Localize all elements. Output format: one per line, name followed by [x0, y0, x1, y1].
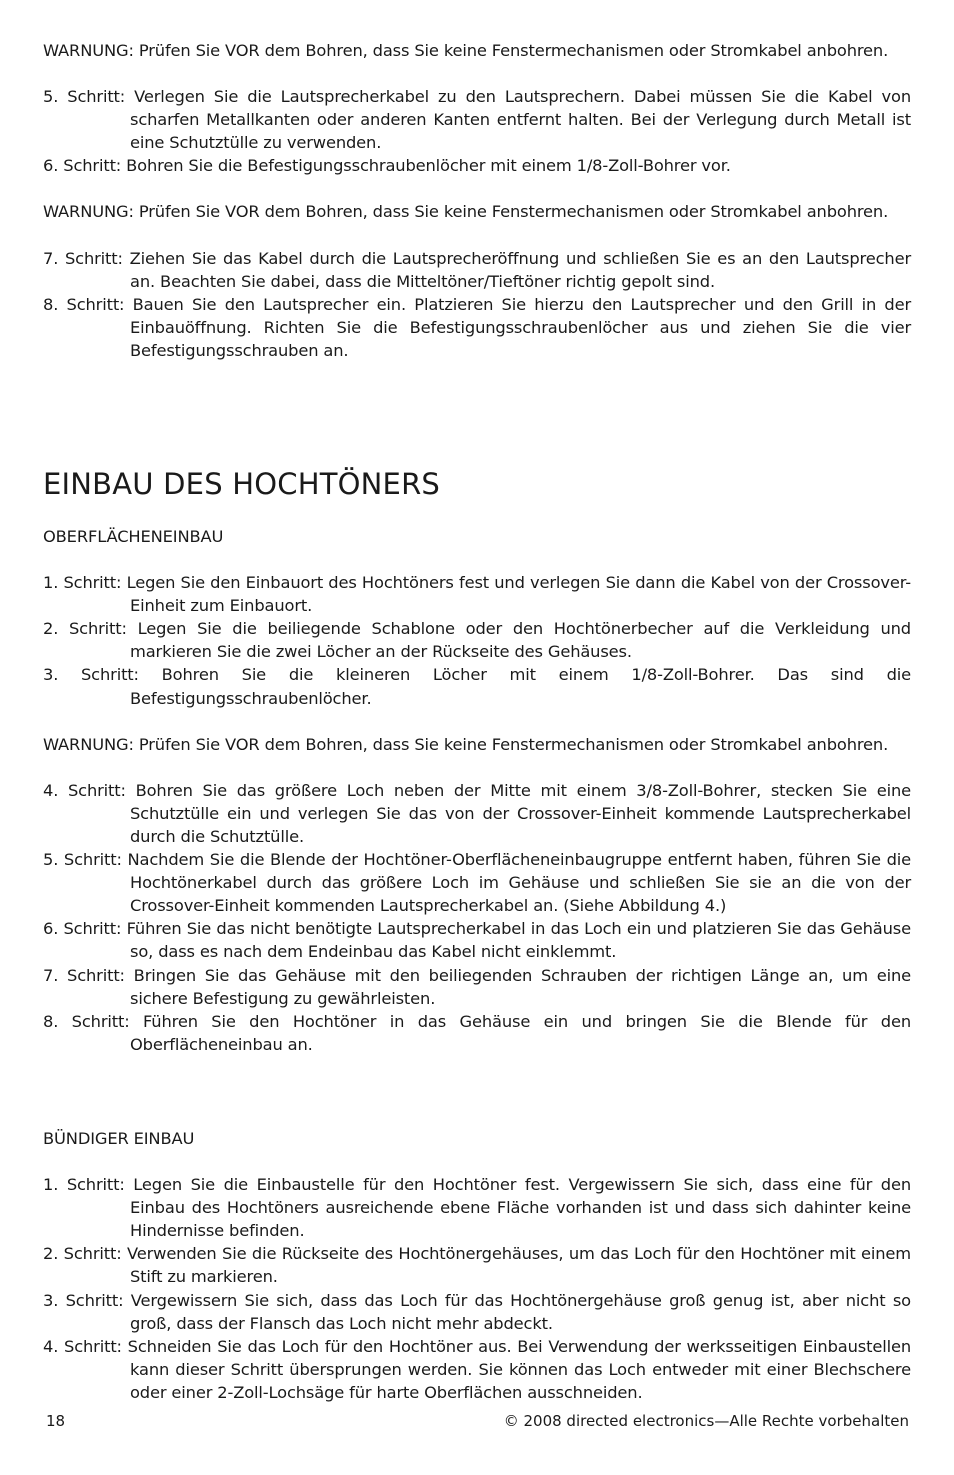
step-6: 6. Schritt: Bohren Sie die Befestigungsschraubenlöcher mit einem 1/8-Zoll-Bohrer vor.	[43, 156, 731, 176]
surface-step-5: 5. Schritt: Nachdem Sie die Blende der Hochtöner-Oberflächeneinbaugruppe entfernt haben, führen Sie die Hochtönerkabel durch das größere Loch im Gehäuse und schließen Sie sie an die von der Crossover-Einheit kommenden Lautsprecherkabel an. (Siehe Abbildung 4.)	[43, 850, 911, 916]
flush-step-4: 4. Schritt: Schneiden Sie das Loch für den Hochtöner aus. Bei Verwendung der werksseitigen Einbaustellen kann dieser Schritt übersprungen werden. Sie können das Loch entweder mit einer Blechschere oder einer 2-Zoll-Lochsäge für harte Oberflächen ausschneiden.	[43, 1336, 911, 1402]
warning-text: WARNUNG: Prüfen Sie VOR dem Bohren, dass Sie keine Fenstermechanismen oder Stromkabel anbohren.	[43, 734, 889, 754]
warning-text: WARNUNG: Prüfen Sie VOR dem Bohren, dass Sie keine Fenstermechanismen oder Stromkabel anbohren.	[43, 202, 889, 222]
surface-step-1: 1. Schritt: Legen Sie den Einbauort des Hochtöners fest und verlegen Sie dann die Kabel von der Crossover-Einheit zum Einbauort.	[43, 573, 911, 616]
surface-step-7: 7. Schritt: Bringen Sie das Gehäuse mit den beiliegenden Schrauben der richtigen Länge an, um eine sichere Befestigung zu gewährleisten.	[43, 965, 911, 1008]
surface-step-2: 2. Schritt: Legen Sie die beiliegende Schablone oder den Hochtönerbecher auf die Verkleidung und markieren Sie die zwei Löcher an der Rückseite des Gehäuses.	[43, 619, 911, 662]
surface-step-3: 3. Schritt: Bohren Sie die kleineren Löcher mit einem 1/8-Zoll-Bohrer. Das sind die Befestigungsschraubenlöcher.	[43, 665, 911, 708]
flush-step-2: 2. Schritt: Verwenden Sie die Rückseite des Hochtönergehäuses, um das Loch für den Hochtöner mit einem Stift zu markieren.	[43, 1244, 911, 1287]
page-top-block	[43, 39, 911, 362]
surface-step-6: 6. Schritt: Führen Sie das nicht benötigte Lautsprecherkabel in das Loch ein und platzieren Sie das Gehäuse so, dass es nach dem Endeinbau das Kabel nicht einklemmt.	[43, 919, 911, 962]
surface-mount-section	[43, 525, 911, 1056]
step-7: 7. Schritt: Ziehen Sie das Kabel durch die Lautsprecheröffnung und schließen Sie es an den Lautsprecher an. Beachten Sie dabei, dass die Mitteltöner/Tieftöner richtig gepolt sind.	[43, 248, 911, 291]
subsection-heading: BÜNDIGER EINBAU	[43, 1129, 195, 1148]
copyright-notice: © 2008 directed electronics—Alle Rechte vorbehalten	[503, 1412, 909, 1430]
surface-step-4: 4. Schritt: Bohren Sie das größere Loch neben der Mitte mit einem 3/8-Zoll-Bohrer, stecken Sie eine Schutztülle ein und verlegen Sie das von der Crossover-Einheit kommende Lautsprecherkabel durch die Schutztülle.	[43, 780, 911, 846]
page-number: 18	[46, 1412, 66, 1430]
step-8: 8. Schritt: Bauen Sie den Lautsprecher ein. Platzieren Sie hierzu den Lautsprecher und den Grill in der Einbauöffnung. Richten Sie die Befestigungsschraubenlöcher aus und ziehen Sie die vier Befestigungsschrauben an.	[43, 294, 911, 360]
surface-step-8: 8. Schritt: Führen Sie den Hochtöner in das Gehäuse ein und bringen Sie die Blende für den Oberflächeneinbau an.	[43, 1011, 911, 1054]
flush-mount-section	[43, 1127, 911, 1404]
flush-step-1: 1. Schritt: Legen Sie die Einbaustelle für den Hochtöner fest. Vergewissern Sie sich, dass eine für den Einbau des Hochtöners ausreichende ebene Fläche vorhanden ist und dass sich dahinter keine Hindernisse befinden.	[43, 1175, 911, 1241]
warning-text: WARNUNG: Prüfen Sie VOR dem Bohren, dass Sie keine Fenstermechanismen oder Stromkabel anbohren.	[43, 41, 889, 60]
section-title: EINBAU DES HOCHTÖNERS	[43, 467, 441, 501]
flush-step-3: 3. Schritt: Vergewissern Sie sich, dass das Loch für das Hochtönergehäuse groß genug ist, aber nicht so groß, dass der Flansch das Loch nicht mehr abdeckt.	[43, 1290, 911, 1333]
step-5: 5. Schritt: Verlegen Sie die Lautsprecherkabel zu den Lautsprechern. Dabei müssen Sie die Kabel von scharfen Metallkanten oder anderen Kanten entfernt halten. Bei der Verlegung durch Metall ist eine Schutztülle zu verwenden.	[43, 87, 911, 153]
subsection-heading: OBERFLÄCHENEINBAU	[43, 527, 224, 546]
